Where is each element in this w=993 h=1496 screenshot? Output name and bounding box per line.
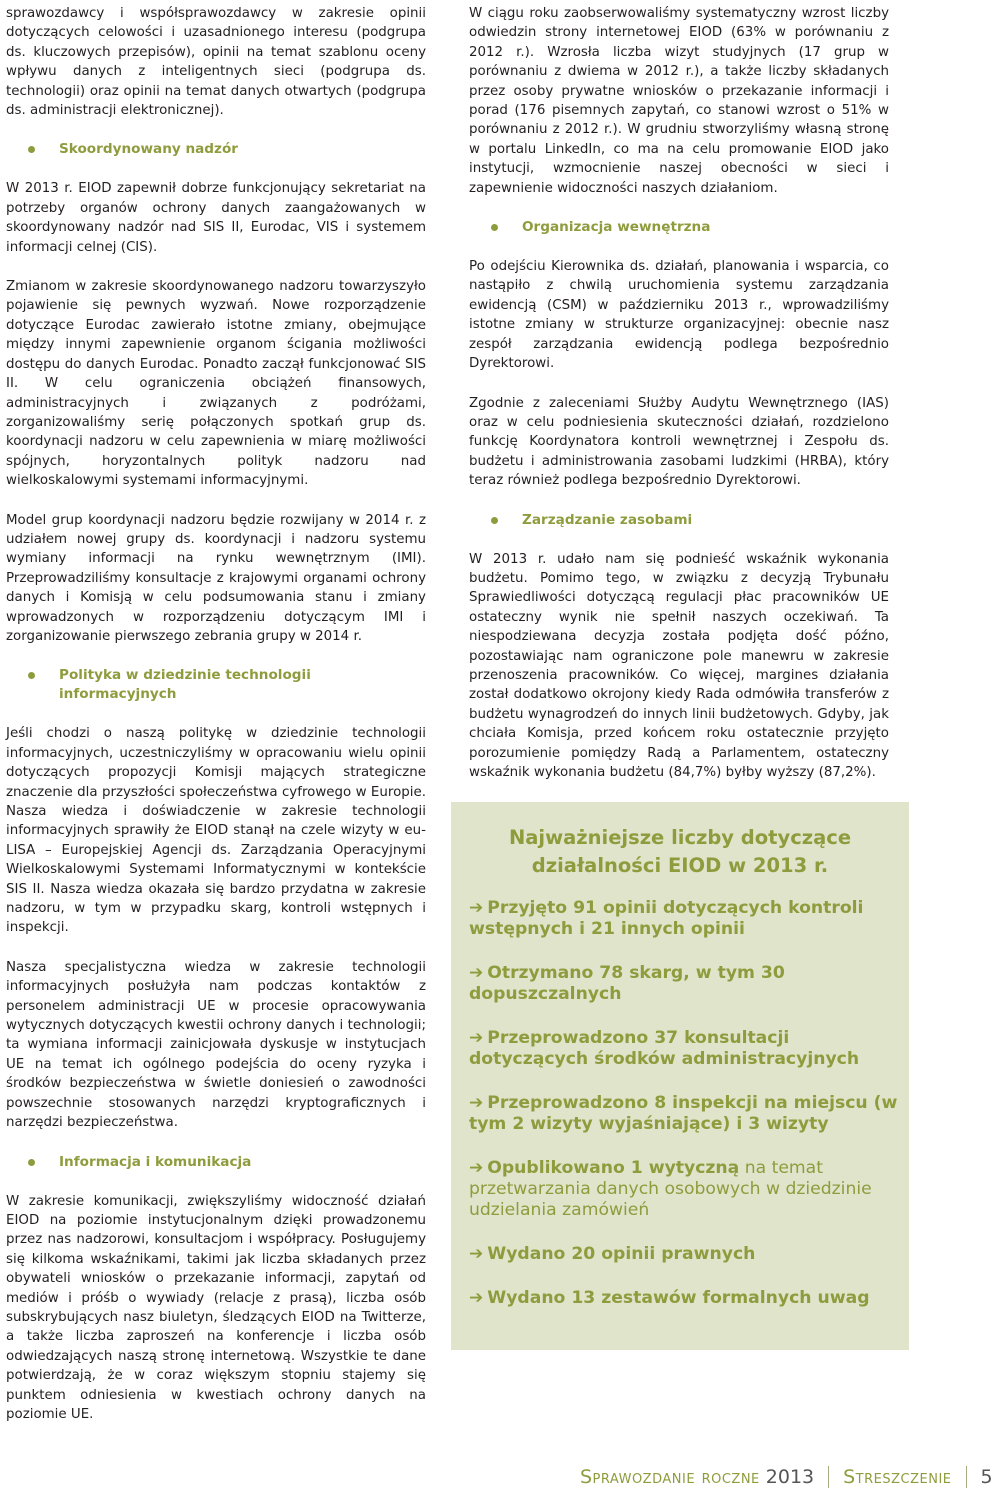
arrow-right-icon: ➔	[469, 1093, 484, 1113]
highlight-text: Wydano 20 opinii prawnych	[487, 1244, 756, 1264]
highlight-text: Przeprowadzono 37 konsultacji dotyczących środków administracyjnych	[469, 1028, 860, 1069]
paragraph-it-2: Nasza specjalistyczna wiedza w zakresie technologii informacyjnych posłużyła nam podczas kontaktów z personelem administracji UE w procesie opracowywania wytycznych dotyczących kwestii ochrony danych i technologii; ta wymiana informacji zainicjowała dyskusje w instytucjach UE na temat ich ogólnego podejścia do oceny ryzyka i środków bezpieczeństwa w świetle doniesień o zawodności powszechnie stosowanych narzędzi kryptograficznych i narzędzi bezpieczeństwa.	[6, 959, 426, 1131]
highlight-text: Przeprowadzono 8 inspekcji na miejscu (w tym 2 wizyty wyjaśniające) i 3 wizyty	[469, 1093, 898, 1134]
highlight-item	[469, 1093, 899, 1135]
arrow-right-icon: ➔	[469, 963, 484, 983]
heading-internal-organisation	[491, 218, 889, 237]
footer-year: 2013	[765, 1466, 815, 1488]
highlight-item	[469, 1244, 899, 1265]
right-column	[469, 4, 889, 802]
bullet-icon	[28, 672, 35, 679]
page-footer	[580, 1466, 993, 1488]
paragraph-organisation-2: Zgodnie z zaleceniami Służby Audytu Wewnętrznego (IAS) oraz w celu podniesienia skuteczności działań, rozdzielono funkcję Koordynatora kontroli wewnętrznej i Zespołu ds. budżetu i administrowania zasobami ludzkimi (HRBA), który teraz również podlega bezpośrednio Dyrektorowi.	[469, 395, 889, 489]
page-number: 5	[980, 1466, 993, 1488]
heading-communication	[28, 1153, 426, 1172]
highlights-title	[451, 824, 909, 880]
highlight-item	[469, 1288, 899, 1309]
arrow-right-icon: ➔	[469, 898, 484, 918]
highlight-item	[469, 1158, 899, 1221]
heading-it-policy	[28, 666, 426, 704]
paragraph-supervision-1: W 2013 r. EIOD zapewnił dobrze funkcjonujący sekretariat na potrzeby organów ochrony danych zaangażowanych w skoordynowany nadzór nad SIS II, Eurodac, VIS i systemem informacji celnej (CIS).	[6, 181, 426, 255]
bullet-icon	[28, 1159, 35, 1166]
heading-text: Skoordynowany nadzór	[59, 141, 238, 158]
bullet-icon	[28, 146, 35, 153]
footer-divider	[828, 1466, 829, 1488]
highlight-text: Wydano 13 zestawów formalnych uwag	[487, 1288, 870, 1308]
arrow-right-icon: ➔	[469, 1028, 484, 1048]
highlight-text: Przyjęto 91 opinii dotyczących kontroli wstępnych i 21 innych opinii	[469, 898, 864, 939]
heading-text	[59, 666, 311, 704]
left-column	[6, 4, 426, 1444]
footer-report-title: Sprawozdanie roczne	[580, 1466, 760, 1488]
heading-coordinated-supervision	[28, 140, 426, 159]
paragraph-supervision-3: Model grup koordynacji nadzoru będzie rozwijany w 2014 r. z udziałem nowej grupy ds. koordynacji i nadzoru systemu wymiany informacji na rynku wewnętrznym (IMI). Przeprowadziliśmy konsultacje z krajowymi organami ochrony danych i Komisją w celu podsumowania stanu i zmiany wprowadzonych w rozporządzeniu dotyczącym IMI i zorganizowanie pierwszego zebrania grupy w 2014 r.	[6, 512, 426, 644]
paragraph-supervision-2: Zmianom w zakresie skoordynowanego nadzoru towarzyszyło pojawienie się pewnych wyzwań. Nowe rozporządzenie dotyczące Eurodac zawierało istotne zmiany, obejmujące między innymi zapewnienie organom ścigania możliwości dostępu do danych Eurodac. Ponadto zaczął funkcjonować SIS II. W celu ograniczenia obciążeń finansowych, administracyjnych i związanych z podróżami, zorganizowaliśmy serię połączonych spotkań grup ds. koordynacji nadzoru w celu zapewnienia w miarę możliwości spójnych, horyzontalnych polityk nadzoru nad wielkoskalowymi systemami informacyjnymi.	[6, 279, 426, 489]
highlight-item	[469, 898, 899, 940]
highlights-box	[451, 802, 909, 1350]
highlights-title-line-1: Najważniejsze liczby dotyczące	[508, 826, 852, 849]
highlight-text: Otrzymano 78 skarg, w tym 30 dopuszczalnych	[469, 963, 785, 1004]
paragraph-intro: sprawozdawcy i współsprawozdawcy w zakresie opinii dotyczących celowości i uzasadnionego interesu (podgrupa ds. kluczowych przepisów), opinii na temat szablonu oceny wpływu danych z inteligentnych sieci (podgrupa ds. technologii) oraz opinii na temat danych otwartych (podgrupa ds. administracji elektronicznej).	[6, 6, 426, 119]
footer-divider	[966, 1466, 967, 1488]
footer-section: Streszczenie	[843, 1466, 952, 1488]
heading-line-2: informacyjnych	[59, 686, 177, 703]
heading-text: Zarządzanie zasobami	[522, 511, 693, 528]
arrow-right-icon: ➔	[469, 1244, 484, 1264]
highlights-list	[469, 898, 899, 1332]
paragraph-communication: W zakresie komunikacji, zwiększyliśmy widoczność działań EIOD na poziomie instytucjonalnym dzięki prowadzonemu przez nas nadzorowi, konsultacjom i współpracy. Posługujemy się kilkoma wskaźnikami, takimi jak liczba składanych przez obywateli wniosków o przekazanie informacji, zapytań od mediów i próśb o wywiady (relacje z prasą), liczba osób subskrybujących nasz biuletyn, śledzących EIOD na Twitterze, a także liczba zaproszeń na konferencje i liczba osób odwiedzających naszą stronę internetową. Wszystkie te dane potwierdzają, że w coraz większym stopniu stajemy się punktem odniesienia w kwestiach ochrony danych na poziomie UE.	[6, 1193, 426, 1422]
paragraph-resources: W 2013 r. udało nam się podnieść wskaźnik wykonania budżetu. Pomimo tego, w związku z decyzją Trybunału Sprawiedliwości dotyczącą regulacji płac pracowników UE ostateczny wynik nie spełnił naszych oczekiwań. Ta niespodziewana decyzja została podjęta dość późno, pozostawiając nam ograniczone pole manewru w zakresie przenoszenia pracowników. Co więcej, margines działania został dodatkowo okrojony kiedy Rada odmówiła transferów z budżetu wynagrodzeń do innych linii budżetowych. Gdyby, jak chciała Komisja, przed końcem roku ostatecznie przyjęto porozumienie pomiędzy Radą a Parlamentem, ostateczny wskaźnik wykonania budżetu (84,7%) byłby wyższy (87,2%).	[469, 551, 889, 780]
highlight-item	[469, 1028, 899, 1070]
bullet-icon	[491, 224, 498, 231]
arrow-right-icon: ➔	[469, 1158, 484, 1178]
bullet-icon	[491, 517, 498, 524]
highlights-title-line-2: działalności EIOD w 2013 r.	[531, 854, 829, 877]
heading-text: Organizacja wewnętrzna	[522, 219, 711, 236]
paragraph-it-1: Jeśli chodzi o naszą politykę w dziedzinie technologii informacyjnych, uczestniczyliśmy w opracowaniu wielu opinii dotyczących propozycji Komisji mających strategiczne znaczenie dla przyszłości społeczeństwa cyfrowego w Europie. Nasza wiedza i doświadczenie w zakresie technologii informacyjnych sprawiły że EIOD stanął na czele wizyty w eu-LISA – Europejskiej Agencji ds. Zarządzania Operacyjnymi Wielkoskalowymi Systemami Informatycznymi w kontekście SIS II. Nasza wiedza okazała się bardzo przydatna w zakresie nadzoru, w tym w przypadku skarg, kontroli wstępnych i inspekcji.	[6, 726, 426, 936]
highlight-text-regular: na temat przetwarzania danych osobowych w dziedzinie udzielania zamówień	[469, 1158, 872, 1220]
paragraph-organisation-1: Po odejściu Kierownika ds. działań, planowania i wsparcia, co nastąpiło z chwilą uruchomienia systemu zarządzania ewidencją (CSM) w październiku 2013 r., wprowadziliśmy istotne zmiany w strukturze organizacyjnej: obecnie nasz zespół zarządzania ewidencją podlega bezpośrednio Dyrektorowi.	[469, 259, 889, 372]
heading-text: Informacja i komunikacja	[59, 1153, 252, 1170]
heading-line-1: Polityka w dziedzinie technologii	[59, 667, 311, 684]
highlight-text: Opublikowano 1 wytyczną	[487, 1158, 740, 1178]
arrow-right-icon: ➔	[469, 1288, 484, 1308]
paragraph-website: W ciągu roku zaobserwowaliśmy systematyczny wzrost liczby odwiedzin strony internetowej EIOD (63% w porównaniu z 2012 r.). Wzrosła liczba wizyt studyjnych (17 grup w porównaniu z dwiema w 2012 r.), a także liczby składanych przez osoby prywatne wniosków o przekazanie informacji i porad (176 pisemnych zapytań, co stanowi wzrost o 51% w porównaniu z 2012 r.). W grudniu stworzyliśmy własną stronę w portalu LinkedIn, co ma na celu promowanie EIOD jako instytucji, wzmocnienie naszej obecności w sieci i zapewnienie widoczności naszych działaniom.	[469, 6, 889, 196]
heading-resource-management	[491, 511, 889, 530]
highlight-item	[469, 963, 899, 1005]
